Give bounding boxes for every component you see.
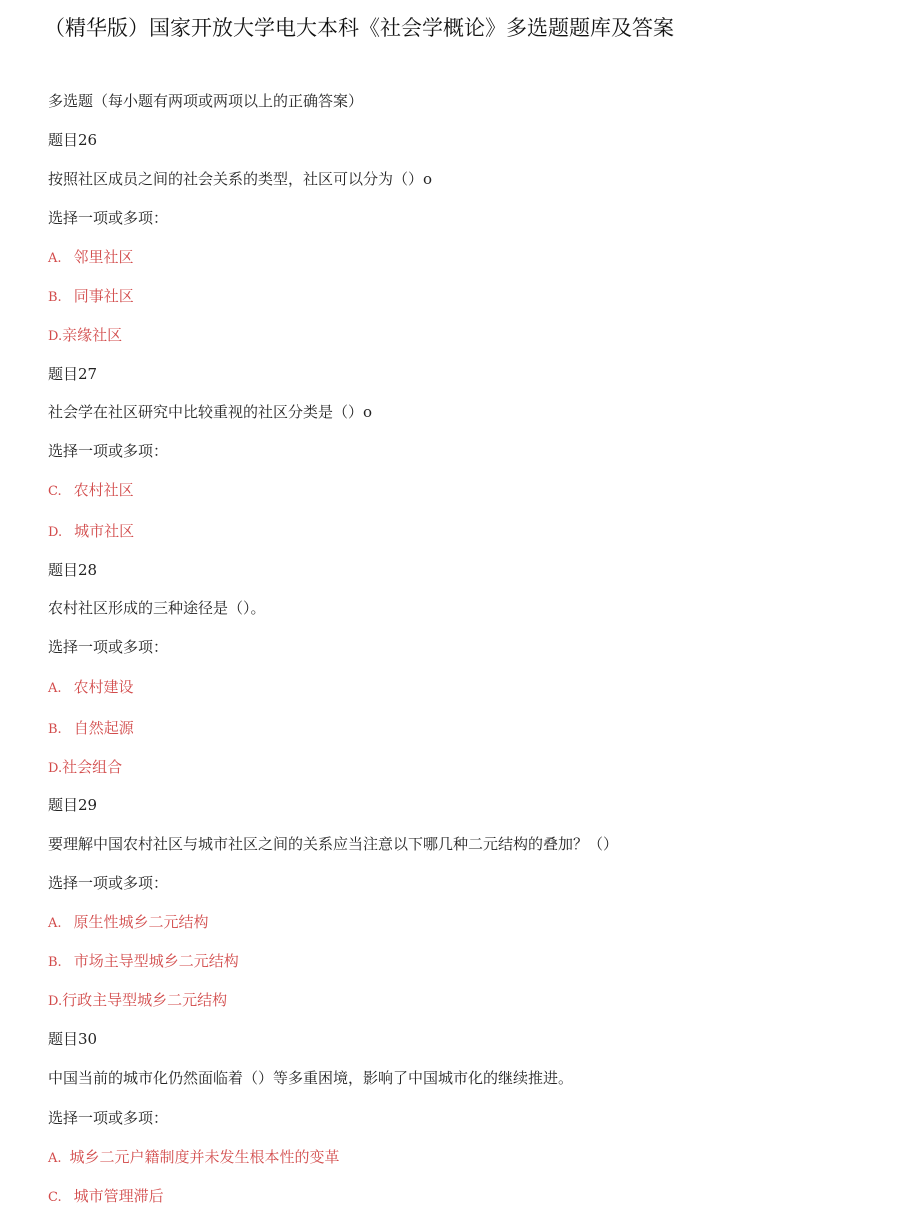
section-heading: 多选题（每小题有两项或两项以上的正确答案） [48, 92, 364, 110]
answer-option [48, 247, 134, 269]
option-text: 城市社区 [74, 522, 135, 540]
question-text: 要理解中国农村社区与城市社区之间的关系应当注意以下哪几种二元结构的叠加？（） [48, 835, 619, 853]
answer-option [48, 325, 122, 347]
question-prompt: 选择一项或多项： [48, 874, 169, 892]
document-title: （精华版）国家开放大学电大本科《社会学概论》多选题题库及答案 [44, 16, 674, 40]
answer-option [48, 521, 134, 543]
answer-option [48, 480, 134, 502]
option-text: 农村建设 [73, 678, 134, 696]
question-prompt: 选择一项或多项： [48, 638, 169, 656]
option-text: 城乡二元户籍制度并未发生根本性的变革 [69, 1148, 340, 1166]
question-text: 按照社区成员之间的社会关系的类型，社区可以分为（）o [48, 170, 433, 188]
answer-option [48, 677, 134, 699]
option-letter: D. [48, 994, 63, 1009]
answer-option [48, 718, 134, 740]
option-text: 行政主导型城乡二元结构 [62, 991, 228, 1009]
option-letter: C. [48, 1190, 62, 1205]
option-text: 亲缘社区 [62, 326, 123, 344]
option-letter: C. [48, 484, 62, 499]
option-text: 原生性城乡二元结构 [73, 913, 209, 931]
question-text: 中国当前的城市化仍然面临着（）等多重困境，影响了中国城市化的继续推进。 [48, 1069, 574, 1087]
answer-option [48, 951, 239, 973]
option-letter: A. [48, 916, 62, 931]
question-number: 题目26 [48, 131, 98, 149]
answer-option [48, 1186, 164, 1208]
option-text: 市场主导型城乡二元结构 [73, 952, 239, 970]
option-text: 邻里社区 [73, 248, 134, 266]
option-letter: A. [48, 251, 62, 266]
question-number: 题目30 [48, 1030, 98, 1048]
question-number: 题目29 [48, 796, 98, 814]
option-text: 自然起源 [73, 719, 134, 737]
option-letter: D. [48, 329, 63, 344]
option-letter: A. [48, 681, 62, 696]
question-prompt: 选择一项或多项： [48, 442, 169, 460]
option-letter: D. [48, 761, 63, 776]
question-number: 题目28 [48, 561, 98, 579]
answer-option [48, 912, 209, 934]
option-letter: D. [48, 525, 63, 540]
option-letter: B. [48, 955, 62, 970]
question-text: 社会学在社区研究中比较重视的社区分类是（）o [48, 403, 373, 421]
answer-option [48, 286, 134, 308]
option-letter: A. [48, 1151, 62, 1166]
option-text: 同事社区 [73, 287, 134, 305]
answer-option [48, 1147, 340, 1169]
question-prompt: 选择一项或多项： [48, 209, 169, 227]
question-number: 题目27 [48, 365, 98, 383]
option-text: 城市管理滞后 [73, 1187, 164, 1205]
option-letter: B. [48, 290, 62, 305]
question-text: 农村社区形成的三种途径是（）。 [48, 599, 266, 617]
option-text: 社会组合 [62, 758, 123, 776]
option-text: 农村社区 [73, 481, 134, 499]
question-prompt: 选择一项或多项： [48, 1109, 169, 1127]
answer-option [48, 757, 122, 779]
option-letter: B. [48, 722, 62, 737]
answer-option [48, 990, 227, 1012]
